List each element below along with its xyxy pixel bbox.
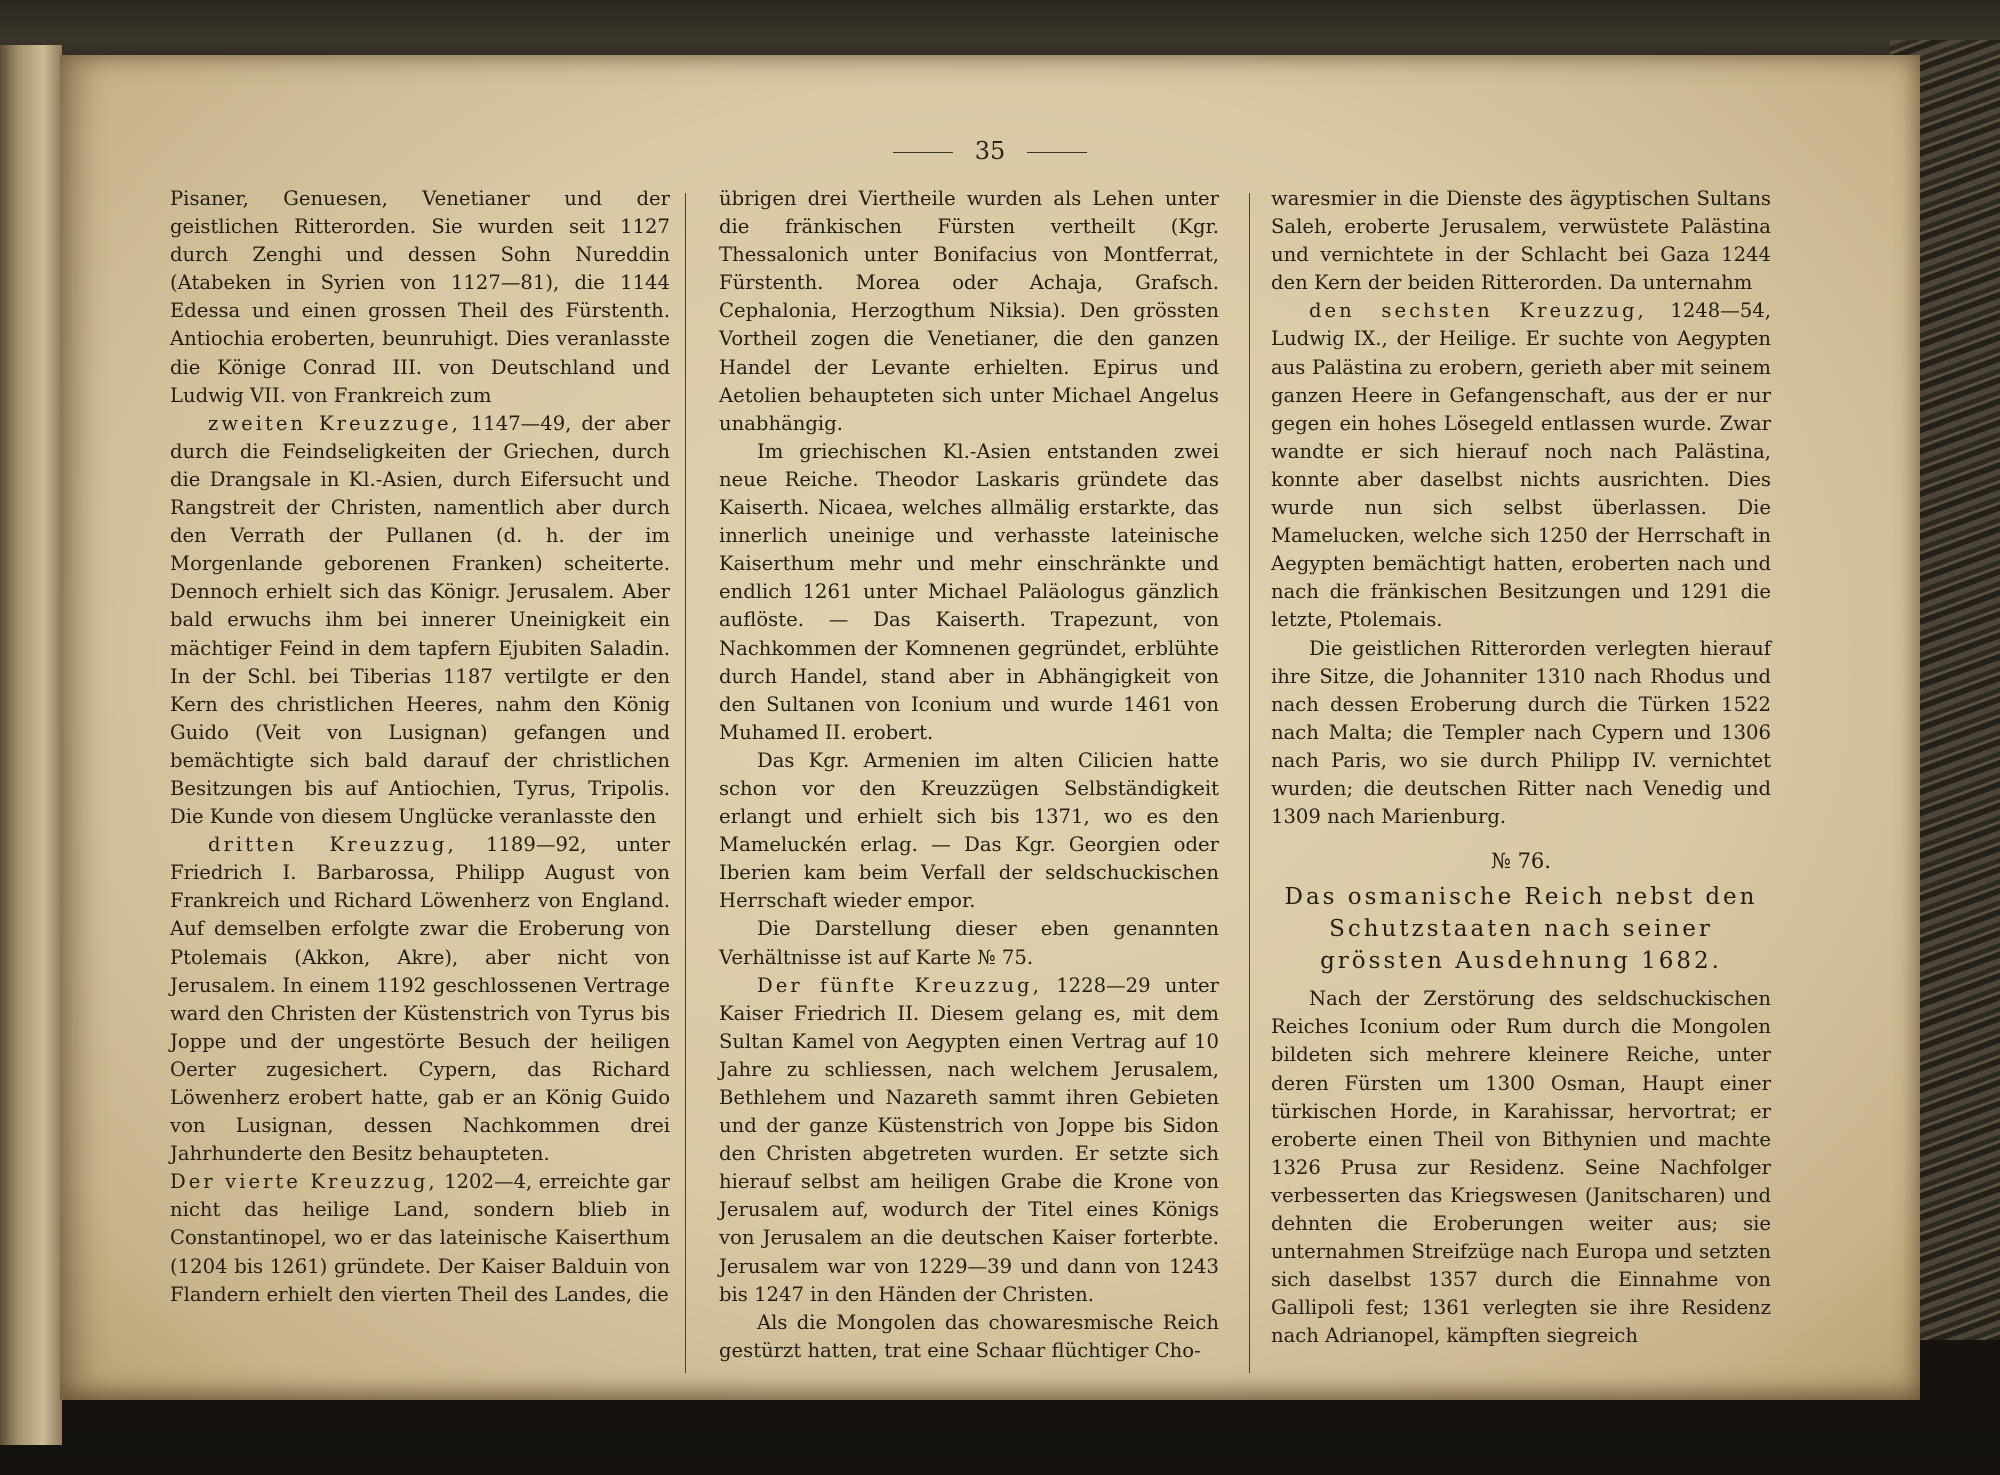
- header-rule-right: [1027, 152, 1087, 153]
- paragraph: Der vierte Kreuzzug, 1202—4, erreichte gar nicht das heilige Land, sondern blieb in Constantinopel, wo er das lateinische Kaiserthum (1204 bis 1261) gründete. Der Kaiser Balduin von Flandern erhielt den vierten Theil des Landes, die: [170, 1170, 670, 1306]
- section-heading: Das osmanische Reich nebst den Schutzstaaten nach seiner grössten Ausdehnung 1682.: [1284, 884, 1758, 975]
- paragraph: den sechsten Kreuzzug, 1248—54, Ludwig IX., der Heilige. Er suchte von Aegypten aus Palästina zu erobern, gerieth aber mit seinem ganzen Heere in Gefangenschaft, aus der er nur gegen ein hohes Lösegeld entlassen wurde. Zwar wandte er sich hierauf noch nach Palästina, konnte aber daselbst nichts ausrichten. Dies wurde nun sich selbst überlassen. Die Mamelucken, welche sich 1250 der Herrschaft in Aegypten bemächtigt hatten, eroberten nach und nach die fränkischen Besitzungen und 1291 die letzte, Ptolemais.: [1271, 299, 1771, 632]
- paragraph: Das Kgr. Armenien im alten Cilicien hatte schon vor den Kreuzzügen Selbständigkeit erlangt und erhielt sich bis 1371, wo es den Mameluckén erlag. — Das Kgr. Georgien oder Iberien kam beim Verfall der seldschuckischen Herrschaft wieder empor.: [719, 748, 1219, 913]
- header-rule-left: [893, 152, 953, 153]
- page-header: [60, 137, 1920, 173]
- text-column-2: [719, 185, 1219, 1365]
- page-number: 35: [974, 137, 1006, 165]
- paragraph: dritten Kreuzzug, 1189—92, unter Friedrich I. Barbarossa, Philipp August von Frankreich und Richard Löwenherz von England. Auf demselben erfolgte zwar die Eroberung von Ptolemais (Akkon, Akre), aber nicht von Jerusalem. In einem 1192 geschlossenen Vertrage ward den Christen der Küstenstrich von Tyrus bis Joppe und der ungestörte Besuch der heiligen Oerter zugesichert. Cypern, das Richard Löwenherz erobert hatte, gab er an König Guido von Lusignan, dessen Nachkommen drei Jahrhunderte den Besitz behaupteten.: [170, 833, 670, 1166]
- paragraph: Der fünfte Kreuzzug, 1228—29 unter Kaiser Friedrich II. Diesem gelang es, mit dem Sultan Kamel von Aegypten einen Vertrag auf 10 Jahre zu schliessen, nach welchem Jerusalem, Bethlehem und Nazareth sammt ihren Gebieten und der ganze Küstenstrich von Joppe bis Sidon den Christen abgetreten wurden. Er setzte sich hierauf selbst am heiligen Grabe die Krone von Jerusalem auf, wodurch der Titel eines Königs von Jerusalem an die deutschen Kaiser forterbte. Jerusalem war von 1229—39 und dann von 1243 bis 1247 in den Händen der Christen.: [719, 973, 1219, 1306]
- paragraph: Nach der Zerstörung des seldschuckischen Reiches Iconium oder Rum durch die Mongolen bildeten sich mehrere kleinere Reiche, unter deren Fürsten um 1300 Osman, Haupt einer türkischen Horde, in Karahissar, hervortrat; er eroberte einen Theil von Bithynien und machte 1326 Prusa zur Residenz. Seine Nachfolger verbesserten das Kriegswesen (Janitscharen) und dehnten die Eroberungen weiter aus; sie unternahmen Streifzüge nach Europa und setzten sich daselbst 1357 durch die Einnahme von Gallipoli fest; 1361 verlegten sie ihre Residenz nach Adrianopel, kämpften siegreich: [1271, 987, 1771, 1348]
- paragraph: Im griechischen Kl.-Asien entstanden zwei neue Reiche. Theodor Laskaris gründete das Kaiserth. Nicaea, welches allmälig erstarkte, das innerlich uneinige und verhasste lateinische Kaiserthum mehr und mehr einschränkte und endlich 1261 unter Michael Paläologus gänzlich auflöste. — Das Kaiserth. Trapezunt, von Nachkommen der Komnenen gegründet, erblühte durch Handel, stand aber in Abhängigkeit von den Sultanen von Iconium und wurde 1461 von Muhamed II. erobert.: [719, 439, 1219, 744]
- previous-page-edge: [0, 45, 62, 1445]
- column-divider: [1249, 193, 1250, 1373]
- column-divider: [685, 193, 686, 1373]
- paragraph: zweiten Kreuzzuge, 1147—49, der aber durch die Feindseligkeiten der Griechen, durch die Drangsale in Kl.-Asien, durch Eifersucht und Rangstreit der Christen, namentlich aber durch den Verrath der Pullanen (d. h. der im Morgenlande geborenen Franken) scheiterte. Dennoch erhielt sich das Königr. Jerusalem. Aber bald erwuchs ihm bei innerer Uneinigkeit ein mächtiger Feind in dem tapfern Ejubiten Saladin. In der Schl. bei Tiberias 1187 vertilgte er den Kern des christlichen Heeres, nahm den König Guido (Veit von Lusignan) gefangen und bemächtigte sich bald darauf der christlichen Besitzungen bis auf Antiochien, Tyrus, Tripolis. Die Kunde von diesem Unglücke veranlasste den: [170, 411, 670, 829]
- map-number: № 76.: [1491, 849, 1551, 874]
- paragraph: waresmier in die Dienste des ägyptischen Sultans Saleh, eroberte Jerusalem, verwüstete Palästina und vernichtete in der Schlacht bei Gaza 1244 den Kern der beiden Ritterorden. Da unternahm: [1271, 187, 1771, 295]
- paragraph: übrigen drei Viertheile wurden als Lehen unter die fränkischen Fürsten vertheilt (Kgr. Thessalonich unter Bonifacius von Montferrat, Fürstenth. Morea oder Achaja, Grafsch. Cephalonia, Herzogthum Niksia). Den grössten Vortheil zogen die Venetianer, die den ganzen Handel der Levante erhielten. Epirus und Aetolien behaupteten sich unter Michael Angelus unabhängig.: [719, 187, 1219, 435]
- paragraph: Als die Mongolen das chowaresmische Reich gestürzt hatten, trat eine Schaar flüchtiger Cho-: [719, 1310, 1219, 1362]
- text-column-1: [170, 185, 670, 1309]
- page: [60, 55, 1920, 1400]
- paragraph: Die Darstellung dieser eben genannten Verhältnisse ist auf Karte № 75.: [719, 917, 1219, 969]
- paragraph: Pisaner, Genuesen, Venetianer und der geistlichen Ritterorden. Sie wurden seit 1127 durch Zenghi und dessen Sohn Nureddin (Atabeken in Syrien von 1127—81), die 1144 Edessa und einen grossen Theil des Fürstenth. Antiochia eroberten, beunruhigt. Dies veranlasste die Könige Conrad III. von Deutschland und Ludwig VII. von Frankreich zum: [170, 187, 670, 407]
- paragraph: Die geistlichen Ritterorden verlegten hierauf ihre Sitze, die Johanniter 1310 nach Rhodus und nach dessen Eroberung durch die Türken 1522 nach Malta; die Templer nach Cypern und 1306 nach Paris, wo sie durch Philipp IV. vernichtet wurden; die deutschen Ritter nach Venedig und 1309 nach Marienburg.: [1271, 636, 1771, 829]
- text-column-3: [1271, 185, 1771, 1350]
